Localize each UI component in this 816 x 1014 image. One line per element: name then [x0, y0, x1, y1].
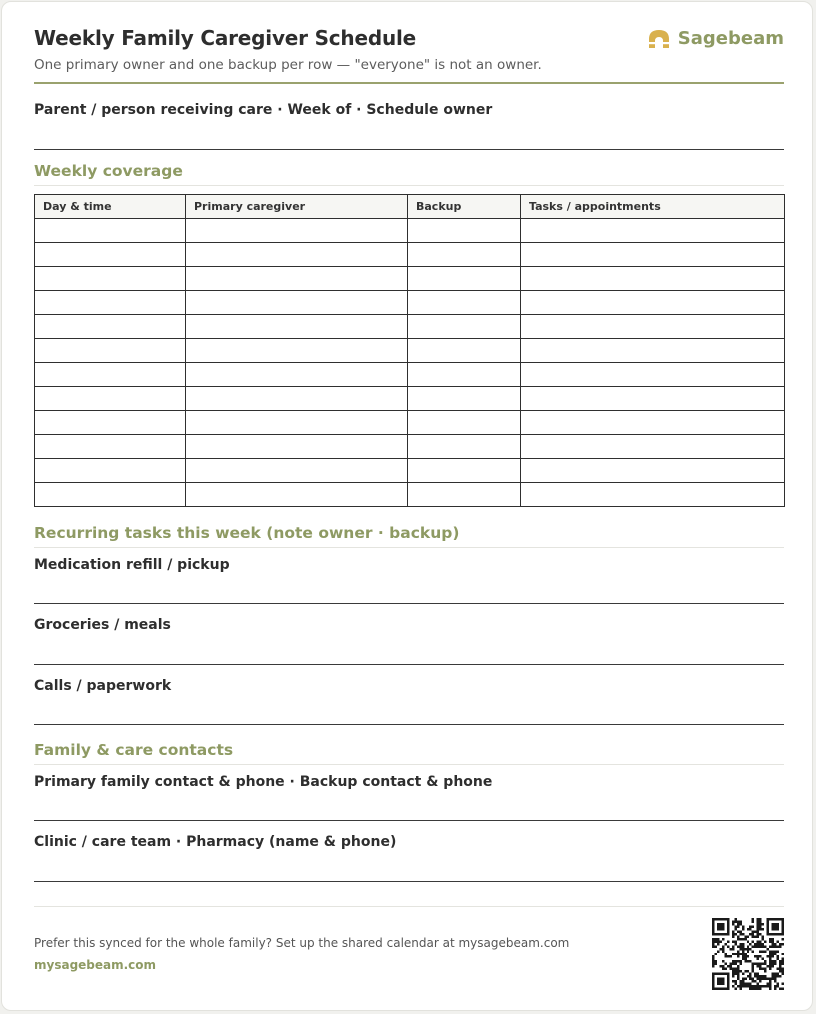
table-row: [35, 339, 785, 363]
contacts-heading: Family & care contacts: [34, 741, 234, 759]
primary-caregiver-cell[interactable]: [186, 435, 408, 459]
recurring-task-write-line[interactable]: [34, 603, 784, 604]
care-recipient-field-label: Parent / person receiving care · Week of · Schedule owner: [34, 102, 493, 118]
day-time-cell[interactable]: [35, 387, 186, 411]
day-time-cell[interactable]: [35, 483, 186, 507]
table-row: [35, 435, 785, 459]
contacts-divider: [34, 764, 784, 765]
tasks-cell[interactable]: [521, 411, 785, 435]
tasks-cell[interactable]: [521, 435, 785, 459]
column-header-backup: Backup: [408, 195, 521, 219]
weekly-coverage-heading: Weekly coverage: [34, 162, 183, 180]
backup-cell[interactable]: [408, 363, 521, 387]
backup-cell[interactable]: [408, 339, 521, 363]
recurring-task-label-medication: Medication refill / pickup: [34, 557, 230, 573]
primary-caregiver-cell[interactable]: [186, 483, 408, 507]
table-row: [35, 219, 785, 243]
table-row: [35, 411, 785, 435]
recurring-task-write-line[interactable]: [34, 664, 784, 665]
table-row: [35, 459, 785, 483]
contact-write-line[interactable]: [34, 881, 784, 882]
brand-name: Sagebeam: [677, 28, 784, 49]
primary-caregiver-cell[interactable]: [186, 411, 408, 435]
backup-cell[interactable]: [408, 435, 521, 459]
day-time-cell[interactable]: [35, 267, 186, 291]
tasks-cell[interactable]: [521, 291, 785, 315]
table-header-row: [35, 195, 785, 219]
table-row: [35, 291, 785, 315]
tasks-cell[interactable]: [521, 315, 785, 339]
contact-write-line[interactable]: [34, 820, 784, 821]
day-time-cell[interactable]: [35, 363, 186, 387]
table-row: [35, 243, 785, 267]
day-time-cell[interactable]: [35, 339, 186, 363]
backup-cell[interactable]: [408, 267, 521, 291]
qr-code-icon: [712, 918, 784, 990]
day-time-cell[interactable]: [35, 459, 186, 483]
primary-caregiver-cell[interactable]: [186, 267, 408, 291]
header-divider: [34, 82, 784, 84]
footer-note: Prefer this synced for the whole family? Set up the shared calendar at mysagebeam.com: [34, 936, 570, 950]
sagebeam-logo-icon: [648, 29, 670, 49]
primary-caregiver-cell[interactable]: [186, 363, 408, 387]
table-row: [35, 315, 785, 339]
care-recipient-write-line[interactable]: [34, 149, 784, 150]
backup-cell[interactable]: [408, 387, 521, 411]
footer-divider: [34, 906, 784, 907]
weekly-coverage-body: [35, 219, 785, 507]
page-title: Weekly Family Caregiver Schedule: [34, 26, 417, 50]
primary-caregiver-cell[interactable]: [186, 339, 408, 363]
table-row: [35, 363, 785, 387]
footer-link[interactable]: mysagebeam.com: [34, 958, 157, 972]
recurring-tasks-heading: Recurring tasks this week (note owner · backup): [34, 524, 460, 542]
recurring-tasks-divider: [34, 547, 784, 548]
day-time-cell[interactable]: [35, 219, 186, 243]
primary-caregiver-cell[interactable]: [186, 387, 408, 411]
table-row: [35, 387, 785, 411]
tasks-cell[interactable]: [521, 339, 785, 363]
column-header-day-time: Day & time: [35, 195, 186, 219]
column-header-primary-caregiver: Primary caregiver: [186, 195, 408, 219]
tasks-cell[interactable]: [521, 483, 785, 507]
column-header-tasks: Tasks / appointments: [521, 195, 785, 219]
table-row: [35, 483, 785, 507]
contact-label-clinic: Clinic / care team · Pharmacy (name & phone): [34, 834, 397, 850]
weekly-coverage-divider: [34, 185, 784, 186]
table-row: [35, 267, 785, 291]
backup-cell[interactable]: [408, 411, 521, 435]
weekly-coverage-table: [34, 194, 785, 507]
tasks-cell[interactable]: [521, 219, 785, 243]
backup-cell[interactable]: [408, 315, 521, 339]
tasks-cell[interactable]: [521, 267, 785, 291]
schedule-page: [1, 1, 813, 1011]
tasks-cell[interactable]: [521, 387, 785, 411]
primary-caregiver-cell[interactable]: [186, 291, 408, 315]
primary-caregiver-cell[interactable]: [186, 219, 408, 243]
backup-cell[interactable]: [408, 219, 521, 243]
primary-caregiver-cell[interactable]: [186, 243, 408, 267]
day-time-cell[interactable]: [35, 315, 186, 339]
day-time-cell[interactable]: [35, 291, 186, 315]
brand: [648, 28, 784, 49]
backup-cell[interactable]: [408, 483, 521, 507]
tasks-cell[interactable]: [521, 459, 785, 483]
backup-cell[interactable]: [408, 291, 521, 315]
page-subtitle: One primary owner and one backup per row — "everyone" is not an owner.: [34, 57, 542, 73]
day-time-cell[interactable]: [35, 435, 186, 459]
tasks-cell[interactable]: [521, 363, 785, 387]
contact-label-family: Primary family contact & phone · Backup contact & phone: [34, 774, 493, 790]
backup-cell[interactable]: [408, 459, 521, 483]
tasks-cell[interactable]: [521, 243, 785, 267]
backup-cell[interactable]: [408, 243, 521, 267]
day-time-cell[interactable]: [35, 411, 186, 435]
recurring-task-write-line[interactable]: [34, 724, 784, 725]
recurring-task-label-groceries: Groceries / meals: [34, 617, 171, 633]
primary-caregiver-cell[interactable]: [186, 459, 408, 483]
primary-caregiver-cell[interactable]: [186, 315, 408, 339]
day-time-cell[interactable]: [35, 243, 186, 267]
recurring-task-label-calls: Calls / paperwork: [34, 678, 172, 694]
